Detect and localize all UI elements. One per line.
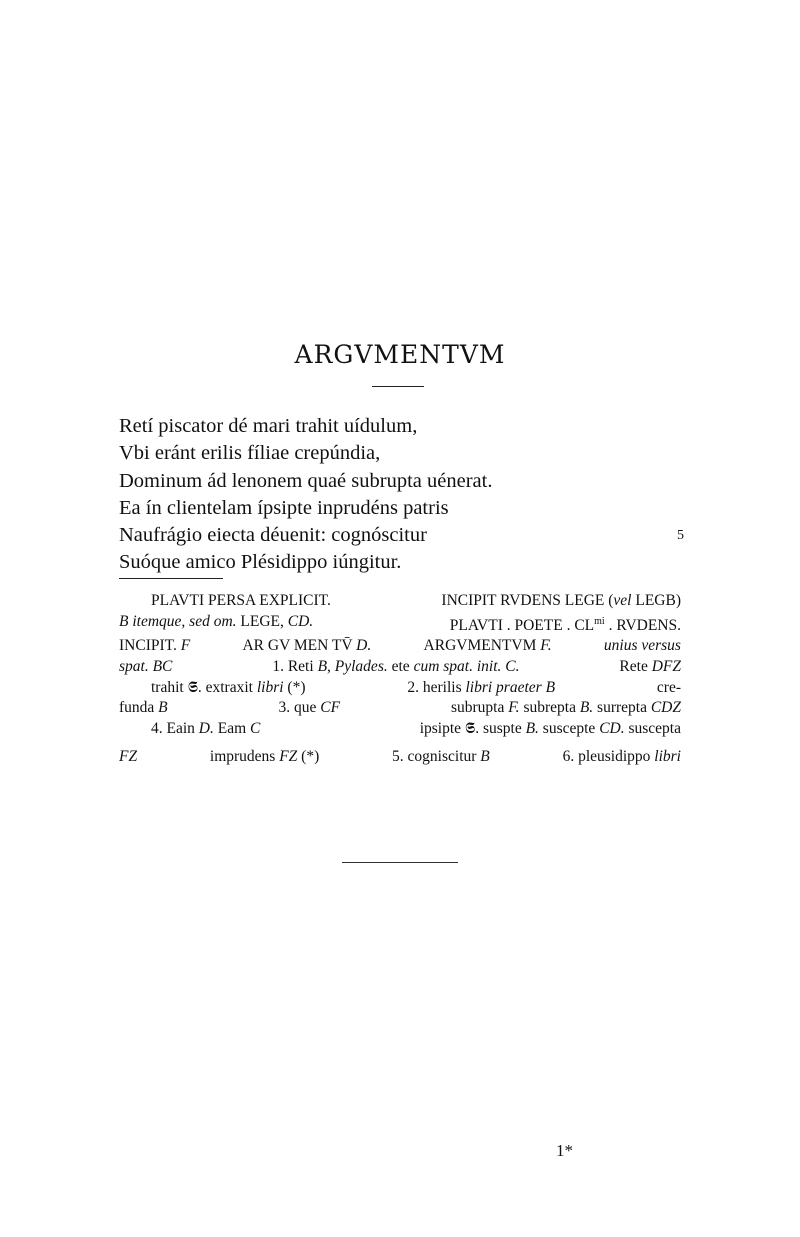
apparatus-chunk [392,747,490,768]
apparatus-chunk [407,678,555,699]
apparatus-chunk [420,719,681,740]
verse-line [119,440,684,467]
apparatus-fragment: libri praeter B [465,678,556,696]
page-number: 1* [556,1141,573,1160]
apparatus-line [119,747,681,768]
verse-text: Dominum ád lenonem quaé subrupta uénerat. [119,469,493,492]
verse-line [119,495,684,522]
apparatus-fragment: extraxit [201,678,257,696]
apparatus-fragment: cre- [656,678,681,696]
apparatus-fragment: 1. Reti [272,657,318,675]
verse-line [119,413,684,440]
apparatus-fragment: LEGB) [631,592,681,609]
apparatus-fragment: LEGE, [236,612,288,630]
apparatus-fragment: 6. pleusidippo [562,748,655,766]
apparatus-fragment: (*) [297,748,320,766]
apparatus-fragment: B. [579,699,594,717]
verse-text: Retí piscator dé mari trahit uídulum, [119,415,418,437]
apparatus-chunk [441,591,681,612]
apparatus-chunk [119,747,137,768]
apparatus-fragment: trahit 𝕾. [151,678,202,696]
apparatus-fragment: subrupta [450,699,509,717]
apparatus-fragment: INCIPIT. [119,637,181,655]
apparatus-fragment: libri [654,748,681,766]
apparatus-fragment: CD. [599,719,625,737]
apparatus-chunk [151,591,331,612]
apparatus-chunk [450,612,681,637]
apparatus-fragment: PLAVTI . POETE . CL [449,616,595,634]
apparatus-fragment: (*) [283,678,306,696]
apparatus-fragment: mi [594,615,605,627]
apparatus-chunk [424,636,552,657]
verse-text: Vbi eránt erilis fíliae crepúndia, [119,442,381,465]
apparatus-fragment: B. [525,719,539,737]
page-title: ARGVMENTVM [294,340,506,369]
verse-line [119,549,684,576]
verse-text: Naufrágio eiecta déuenit: cognóscitur [119,524,427,547]
apparatus-chunk [657,678,681,699]
footnote-divider [119,578,223,579]
apparatus-fragment: suspte [479,719,526,737]
apparatus-fragment: D. [198,719,214,737]
apparatus-fragment: AR GV MEN TV̄ [242,637,357,655]
apparatus-fragment: B [480,748,490,766]
apparatus-fragment: B [158,699,168,717]
apparatus-fragment: vel [613,592,632,609]
apparatus-chunk [563,747,681,768]
apparatus-fragment: libri [256,678,284,696]
apparatus-line [119,591,681,612]
apparatus-fragment: surrepta [593,699,651,717]
apparatus-chunk [210,747,319,768]
apparatus-line [119,678,681,699]
apparatus-fragment: cum spat. init. C. [413,657,520,675]
apparatus-line [119,657,681,678]
apparatus-chunk [619,657,681,678]
apparatus-fragment: 2. herilis [407,678,466,696]
apparatus-line [119,698,681,719]
apparatus-fragment: B itemque, sed om. [119,612,237,630]
apparatus-chunk [272,657,519,678]
apparatus-fragment: FZ [279,748,298,766]
apparatus-fragment: D. [356,637,372,655]
apparatus-fragment: Rete [619,657,652,675]
apparatus-fragment: suscepta [624,719,681,737]
apparatus-fragment: CDZ [650,699,681,717]
verse-line [119,468,684,495]
apparatus-line [119,719,681,740]
apparatus-fragment: C [250,719,261,737]
critical-apparatus [119,591,681,768]
verse-line-number: 5 [677,528,684,544]
apparatus-chunk [119,657,172,678]
apparatus-chunk [279,698,341,719]
apparatus-fragment: ete [387,657,414,675]
apparatus-fragment: DFZ [651,657,681,675]
apparatus-fragment: FZ [119,748,138,766]
argument-verses [119,413,684,577]
apparatus-chunk [119,698,168,719]
apparatus-line [119,636,681,657]
apparatus-fragment: F. [508,699,520,717]
verse-text: Suóque amico Plésidippo iúngitur. [119,551,402,574]
apparatus-fragment: CF [320,699,341,717]
apparatus-fragment: ARGVMENTVM [423,637,541,655]
apparatus-fragment: 3. que [278,699,321,717]
apparatus-fragment: spat. BC [119,657,173,675]
apparatus-chunk [451,698,681,719]
apparatus-fragment: PLAVTI PERSA EXPLICIT. [151,592,331,609]
apparatus-fragment: F [180,637,191,655]
apparatus-chunk [119,612,313,637]
apparatus-fragment: B, Pylades. [317,657,388,675]
apparatus-fragment: ipsipte 𝕾. [419,719,480,737]
apparatus-fragment: INCIPIT RVDENS LEGE ( [441,592,614,609]
apparatus-fragment: CD. [287,612,314,630]
apparatus-fragment: . RVDENS. [604,616,681,634]
apparatus-chunk [151,678,306,699]
apparatus-chunk [151,719,260,740]
section-end-rule [342,862,458,863]
apparatus-line [119,612,681,637]
verse-line [119,522,684,549]
apparatus-chunk [119,636,190,657]
apparatus-fragment: imprudens [209,748,280,766]
apparatus-fragment: funda [119,699,159,717]
apparatus-chunk [604,636,681,657]
apparatus-fragment: subrepta [519,699,580,717]
apparatus-fragment: suscepte [538,719,600,737]
title-divider [372,386,424,387]
verse-text: Ea ín clientelam ípsipte inprudéns patris [119,496,449,519]
apparatus-chunk [242,636,371,657]
apparatus-fragment: 4. Eain [151,719,199,737]
apparatus-fragment: F. [540,637,552,655]
apparatus-fragment: unius versus [603,637,681,655]
apparatus-fragment: 5. cogniscitur [392,748,481,766]
apparatus-fragment: Eam [213,719,251,737]
